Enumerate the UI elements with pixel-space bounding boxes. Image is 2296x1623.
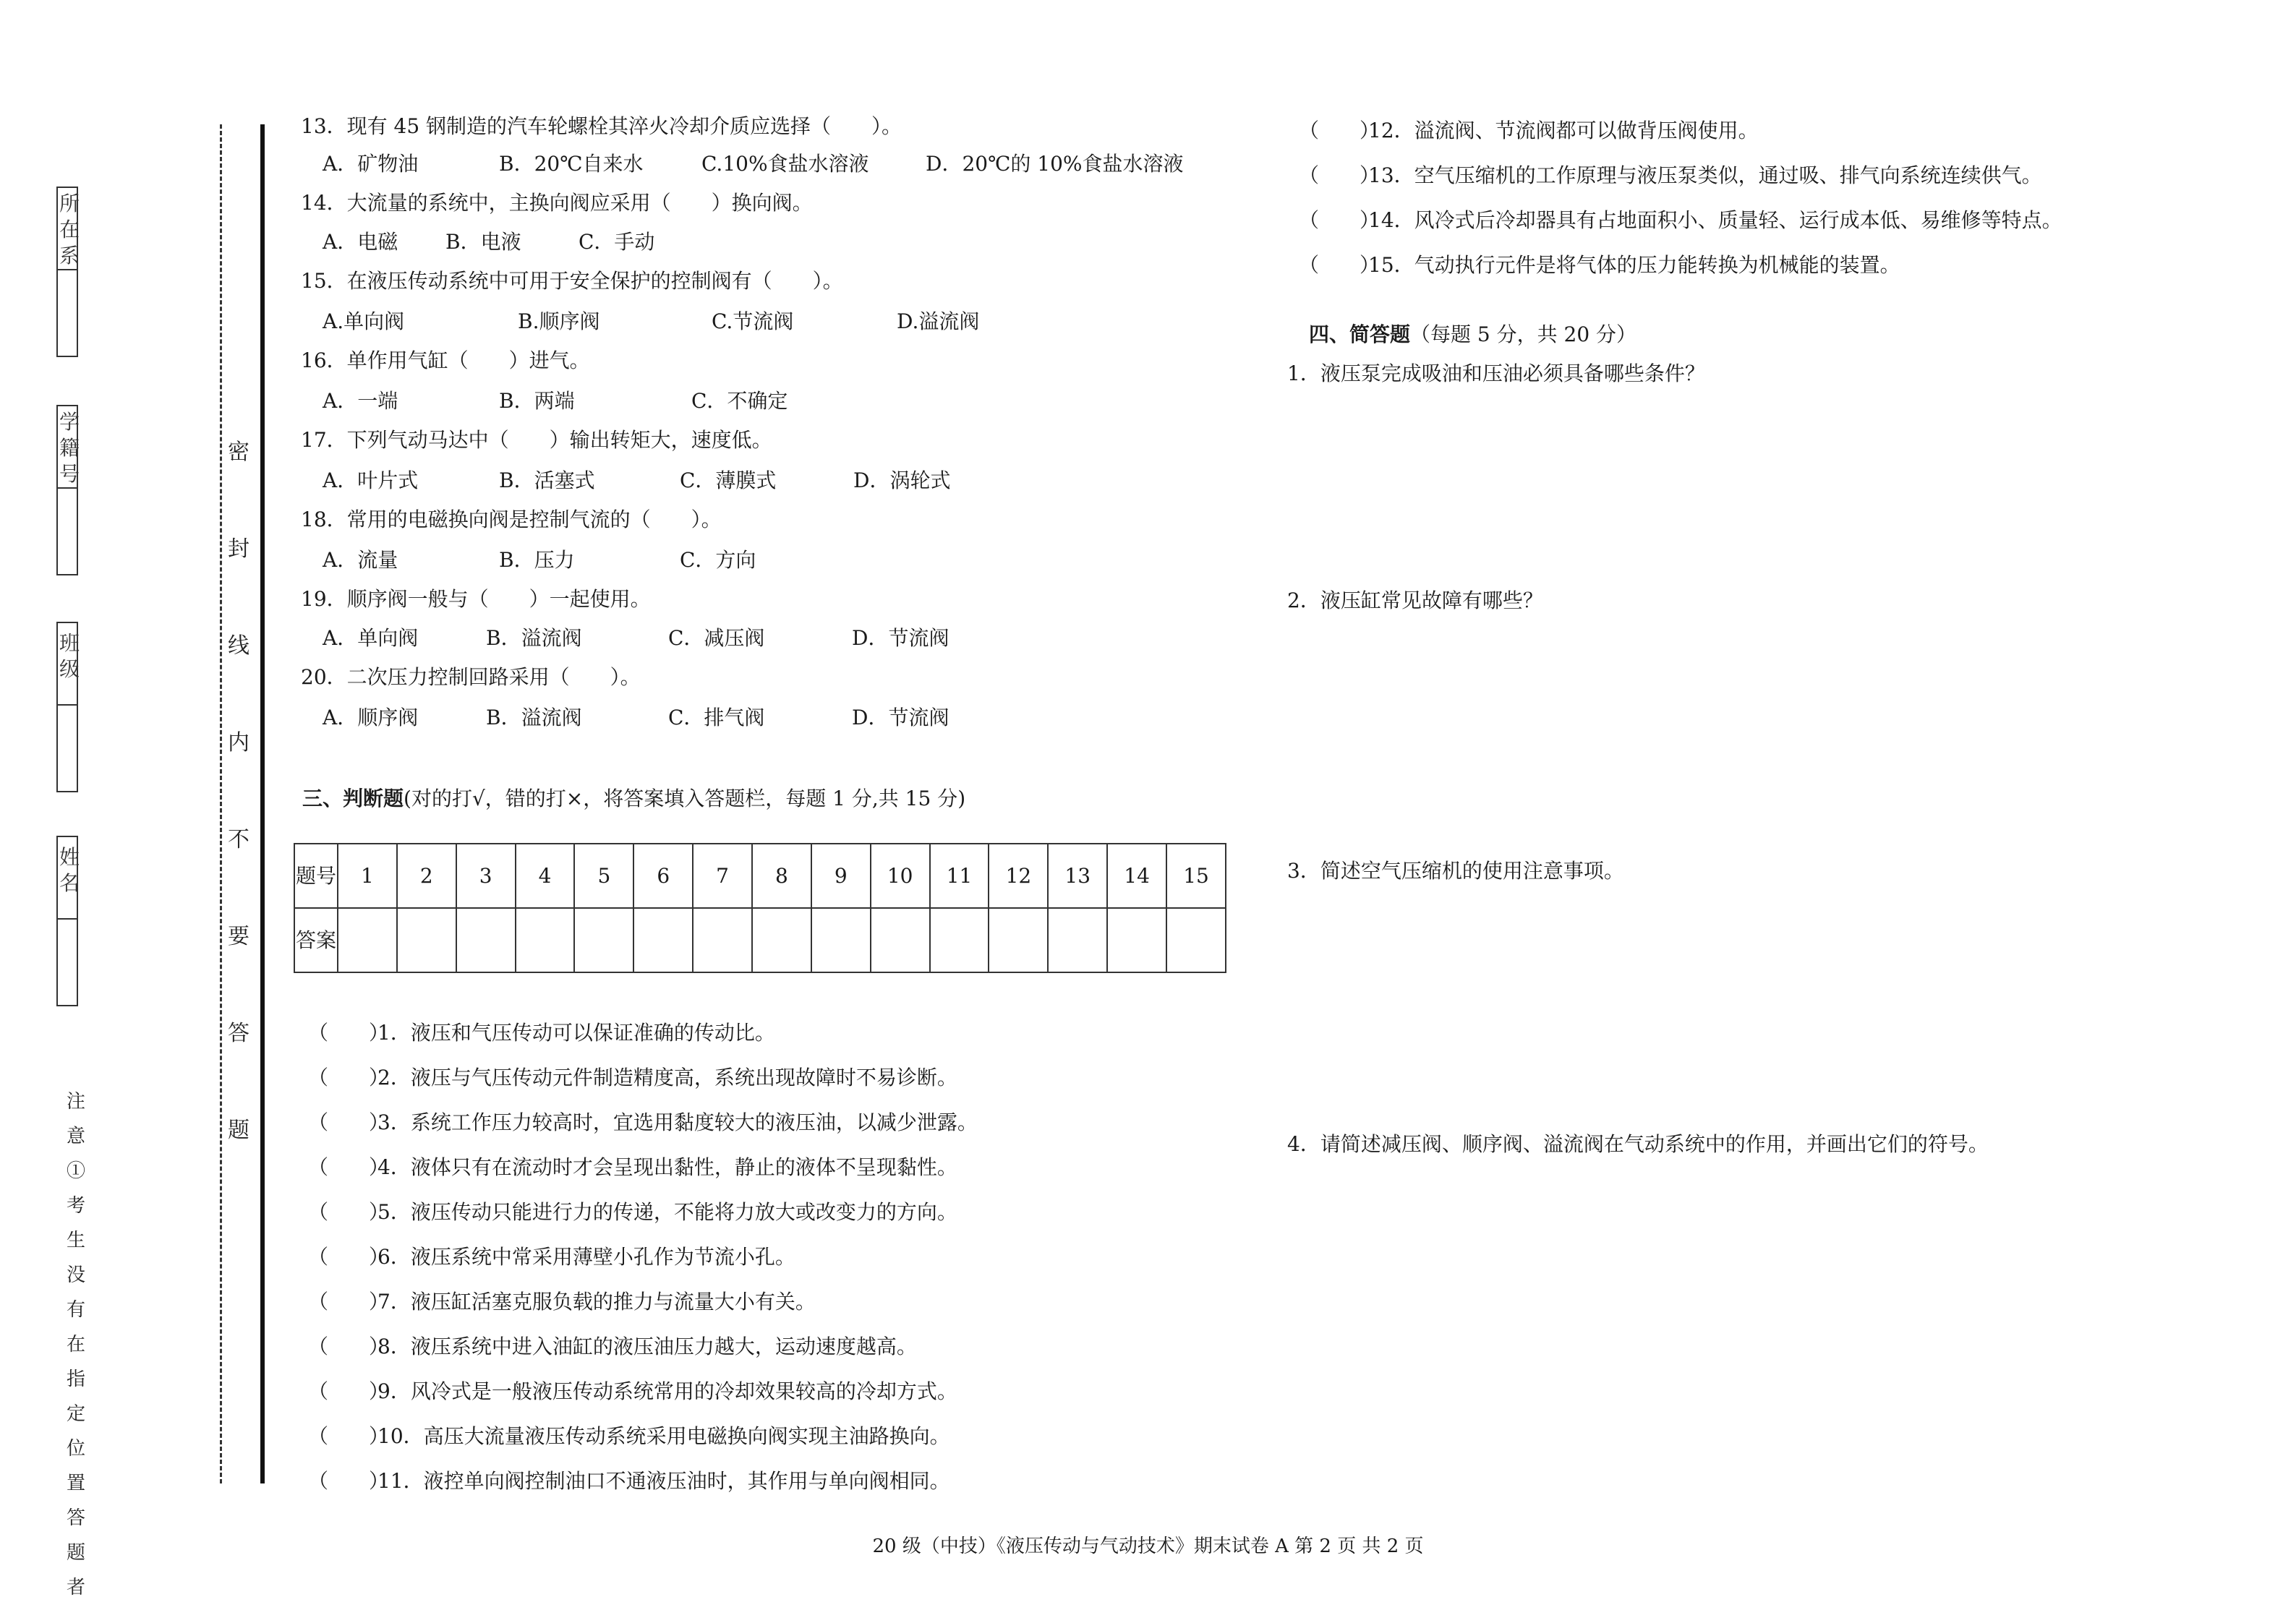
q13-option-d: D．20℃的 10%食盐水溶液	[926, 152, 1184, 176]
judgement-item	[308, 1021, 775, 1045]
answer-paren[interactable]: （ ）	[308, 1110, 390, 1134]
seal-char: 题	[228, 1118, 249, 1143]
answer-cell[interactable]	[989, 908, 1048, 972]
answer-cell[interactable]	[811, 908, 871, 972]
judgement-item	[308, 1469, 950, 1494]
answer-cell[interactable]	[633, 908, 693, 972]
answer-table	[294, 843, 1226, 973]
judgement-item	[1299, 253, 1900, 278]
q16-option-a: A．一端	[323, 389, 398, 413]
number-cell: 5	[574, 844, 633, 908]
answer-paren[interactable]: （ ）	[308, 1379, 390, 1403]
q15-option-d: D.溢流阀	[897, 309, 980, 333]
answer-cell[interactable]	[397, 908, 456, 972]
q19-option-a: A．单向阀	[323, 626, 419, 650]
judgement-item	[308, 1335, 917, 1359]
answer-paren[interactable]: （ ）	[308, 1424, 390, 1448]
number-cell: 12	[989, 844, 1048, 908]
q16-option-b: B．两端	[499, 389, 575, 413]
answer-paren[interactable]: （ ）	[308, 1021, 390, 1045]
judgement-text: 4．液体只有在流动时才会呈现出黏性，静止的液体不呈现黏性。	[377, 1155, 957, 1179]
answer-paren[interactable]: （ ）	[308, 1066, 390, 1089]
q19-option-b: B．溢流阀	[486, 626, 582, 650]
number-cell: 1	[338, 844, 397, 908]
judgement-text: 14．风冷式后冷却器具有占地面积小、质量轻、运行成本低、易维修等特点。	[1368, 208, 2062, 232]
question-20: 20．二次压力控制回路采用（ ）。	[301, 665, 641, 689]
answer-paren[interactable]: （ ）	[1299, 208, 1380, 232]
answer-paren[interactable]: （ ）	[308, 1245, 390, 1269]
judgement-text: 8．液压系统中进入油缸的液压油压力越大，运动速度越高。	[377, 1335, 917, 1358]
q20-option-c: C．排气阀	[668, 706, 765, 729]
q18-option-a: A．流量	[323, 548, 398, 572]
judgement-item	[308, 1290, 816, 1314]
judgement-text: 15．气动执行元件是将气体的压力能转换为机械能的装置。	[1368, 253, 1900, 277]
q14-option-b: B．电液	[445, 230, 521, 254]
answer-paren[interactable]: （ ）	[308, 1200, 390, 1224]
q17-option-b: B．活塞式	[499, 468, 595, 492]
q15-option-b: B.顺序阀	[518, 309, 600, 333]
number-cell: 14	[1107, 844, 1166, 908]
answer-cell[interactable]	[1107, 908, 1166, 972]
q18-option-b: B．压力	[499, 548, 575, 572]
question-19: 19．顺序阀一般与（ ）一起使用。	[301, 587, 651, 611]
section-3-heading	[302, 787, 965, 811]
judgement-text: 13．空气压缩机的工作原理与液压泵类似，通过吸、排气向系统连续供气。	[1368, 163, 2042, 187]
answer-cell[interactable]	[456, 908, 516, 972]
number-cell: 7	[693, 844, 752, 908]
question-16: 16．单作用气缸（ ）进气。	[301, 348, 590, 372]
q13-option-c: C.10%食盐水溶液	[701, 152, 869, 176]
section-4-heading	[1309, 322, 1636, 347]
judgement-text: 11．液控单向阀控制油口不通液压油时，其作用与单向阀相同。	[377, 1469, 950, 1493]
name-field[interactable]	[56, 836, 78, 1006]
judgement-item	[308, 1066, 957, 1090]
judgement-item	[308, 1424, 950, 1449]
judgement-item	[308, 1200, 957, 1225]
q20-option-d: D．节流阀	[852, 706, 949, 729]
exam-note: 注意①考生没有在指定位置答题者	[66, 1091, 85, 1598]
answer-cell[interactable]	[752, 908, 811, 972]
answer-cell[interactable]	[930, 908, 989, 972]
question-13: 13．现有 45 钢制造的汽车轮螺栓其淬火冷却介质应选择（ ）。	[301, 114, 902, 138]
section-4-subtitle: （每题 5 分，共 20 分）	[1410, 322, 1637, 346]
question-15: 15．在液压传动系统中可用于安全保护的控制阀有（ ）。	[301, 269, 843, 293]
number-cell: 10	[871, 844, 930, 908]
class-label: 班级	[59, 631, 80, 681]
judgement-text: 5．液压传动只能进行力的传递，不能将力放大或改变力的方向。	[377, 1200, 957, 1224]
judgement-item	[1299, 163, 2042, 188]
question-18: 18．常用的电磁换向阀是控制气流的（ ）。	[301, 508, 722, 531]
answer-paren[interactable]: （ ）	[308, 1335, 390, 1358]
number-header: 题号	[294, 844, 338, 908]
answer-paren[interactable]: （ ）	[308, 1290, 390, 1314]
student-id-field[interactable]	[56, 405, 78, 575]
answer-table-answer-row	[294, 908, 1226, 972]
judgement-item	[308, 1155, 957, 1180]
q14-option-a: A．电磁	[323, 230, 398, 254]
q15-option-c: C.节流阀	[712, 309, 794, 333]
q18-option-c: C．方向	[680, 548, 756, 572]
answer-paren[interactable]: （ ）	[1299, 253, 1380, 277]
q16-option-c: C．不确定	[691, 389, 788, 413]
section-3-subtitle: (对的打√，错的打×，将答案填入答题栏，每题 1 分,共 15 分)	[404, 787, 966, 810]
short-answer-4: 4．请简述减压阀、顺序阀、溢流阀在气动系统中的作用，并画出它们的符号。	[1287, 1132, 1989, 1156]
number-cell: 6	[633, 844, 693, 908]
seal-char: 答	[228, 1021, 249, 1046]
student-id-label: 学籍号	[59, 410, 80, 486]
name-label: 姓名	[59, 845, 80, 895]
answer-cell[interactable]	[1048, 908, 1107, 972]
q14-option-c: C．手动	[579, 230, 655, 254]
answer-cell[interactable]	[871, 908, 930, 972]
number-cell: 2	[397, 844, 456, 908]
number-cell: 9	[811, 844, 871, 908]
number-cell: 8	[752, 844, 811, 908]
answer-cell[interactable]	[574, 908, 633, 972]
answer-paren[interactable]: （ ）	[1299, 163, 1380, 187]
judgement-text: 2．液压与气压传动元件制造精度高，系统出现故障时不易诊断。	[377, 1066, 957, 1089]
judgement-text: 12．溢流阀、节流阀都可以做背压阀使用。	[1368, 119, 1759, 142]
judgement-text: 3．系统工作压力较高时，宜选用黏度较大的液压油，以减少泄露。	[377, 1110, 978, 1134]
class-field[interactable]	[56, 622, 78, 792]
q15-option-a: A.单向阀	[323, 309, 405, 333]
judgement-text: 6．液压系统中常采用薄壁小孔作为节流小孔。	[377, 1245, 795, 1269]
seal-char: 密	[228, 440, 249, 465]
question-17: 17．下列气动马达中（ ）输出转矩大，速度低。	[301, 428, 772, 452]
answer-table-number-row	[294, 844, 1226, 908]
q20-option-a: A．顺序阀	[323, 706, 419, 729]
number-cell: 15	[1166, 844, 1226, 908]
question-14: 14．大流量的系统中，主换向阀应采用（ ）换向阀。	[301, 191, 813, 215]
answer-cell[interactable]	[1166, 908, 1226, 972]
short-answer-3: 3．简述空气压缩机的使用注意事项。	[1287, 859, 1624, 883]
q19-option-c: C．减压阀	[668, 626, 765, 650]
answer-cell[interactable]	[338, 908, 397, 972]
dept-label: 所在系	[59, 192, 80, 267]
q17-option-c: C．薄膜式	[680, 468, 777, 492]
seal-solid-line	[260, 124, 265, 1483]
seal-char: 线	[228, 633, 249, 659]
number-cell: 3	[456, 844, 516, 908]
judgement-item	[1299, 119, 1759, 143]
q17-option-a: A．叶片式	[323, 468, 419, 492]
answer-header: 答案	[294, 908, 338, 972]
judgement-item	[308, 1245, 795, 1269]
judgement-item	[308, 1379, 957, 1404]
page-footer: 20 级（中技）《液压传动与气动技术》期末试卷 A 第 2 页 共 2 页	[872, 1536, 1424, 1557]
seal-char: 内	[228, 730, 249, 755]
number-cell: 13	[1048, 844, 1107, 908]
q20-option-b: B．溢流阀	[486, 706, 582, 729]
seal-char: 封	[228, 536, 249, 562]
number-cell: 4	[516, 844, 575, 908]
judgement-text: 7．液压缸活塞克服负载的推力与流量大小有关。	[377, 1290, 816, 1314]
seal-char: 要	[228, 924, 249, 949]
number-cell: 11	[930, 844, 989, 908]
answer-paren[interactable]: （ ）	[1299, 119, 1380, 142]
seal-dashed-line	[220, 124, 222, 1483]
section-4-title: 四、简答题	[1309, 322, 1411, 346]
q13-option-b: B．20℃自来水	[499, 152, 644, 176]
q13-option-a: A．矿物油	[323, 152, 419, 176]
short-answer-1: 1．液压泵完成吸油和压油必须具备哪些条件？	[1287, 361, 1705, 385]
short-answer-2: 2．液压缸常见故障有哪些？	[1287, 588, 1543, 612]
q17-option-d: D．涡轮式	[853, 468, 951, 492]
seal-char: 不	[228, 827, 249, 852]
answer-paren[interactable]: （ ）	[308, 1155, 390, 1179]
judgement-text: 10．高压大流量液压传动系统采用电磁换向阀实现主油路换向。	[377, 1424, 950, 1448]
dept-field[interactable]	[56, 187, 78, 357]
answer-cell[interactable]	[516, 908, 575, 972]
q19-option-d: D．节流阀	[852, 626, 949, 650]
judgement-text: 9．风冷式是一般液压传动系统常用的冷却效果较高的冷却方式。	[377, 1379, 957, 1403]
judgement-item	[308, 1110, 978, 1135]
judgement-text: 1．液压和气压传动可以保证准确的传动比。	[377, 1021, 775, 1045]
answer-cell[interactable]	[693, 908, 752, 972]
judgement-item	[1299, 208, 2062, 233]
section-3-title: 三、判断题	[302, 787, 404, 810]
answer-paren[interactable]: （ ）	[308, 1469, 390, 1493]
